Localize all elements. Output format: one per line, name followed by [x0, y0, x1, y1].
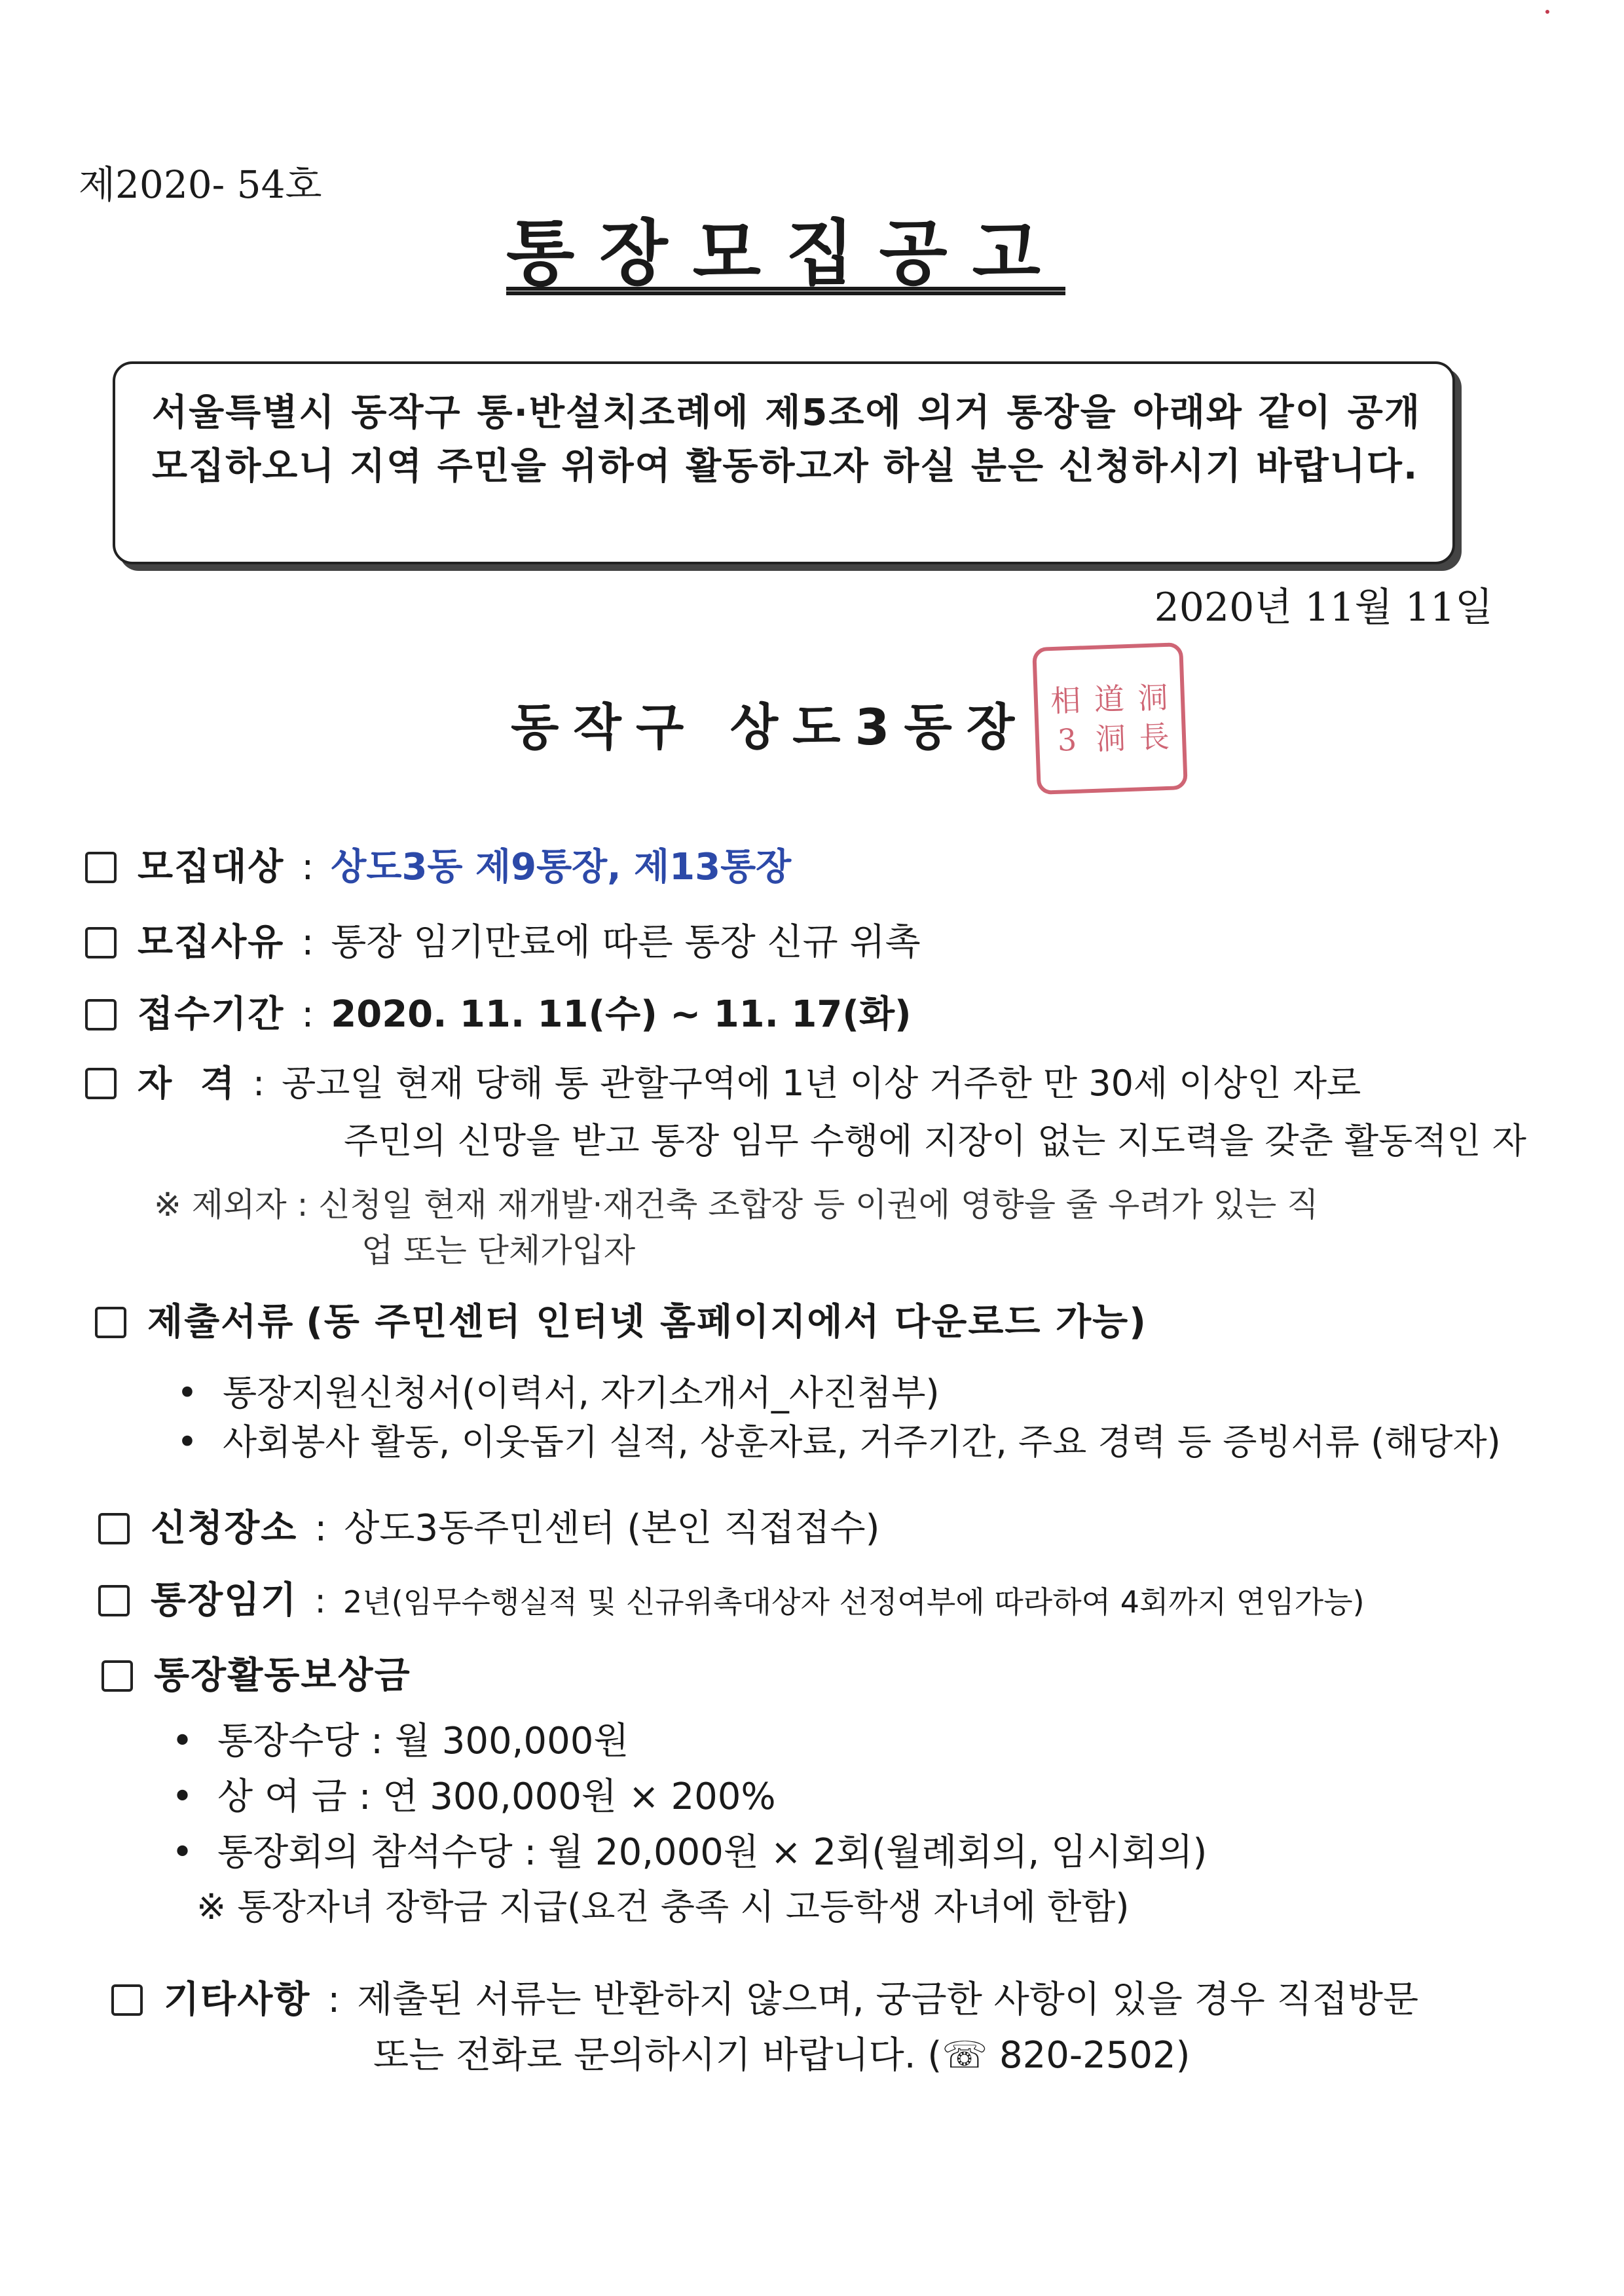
document-item: • 통장지원신청서(이력서, 자기소개서_사진첨부): [177, 1365, 940, 1415]
seal-char: 3: [1056, 721, 1078, 758]
section-label: 통장임기: [151, 1579, 298, 1622]
section-label: 모집사유: [138, 921, 285, 964]
section-label: 통장활동보상금: [154, 1654, 411, 1697]
checkbox-icon: [98, 1585, 130, 1616]
issuer-name: 동작구 상도3동장: [511, 698, 1029, 756]
notice-date: 2020년 11월 11일: [1154, 585, 1493, 630]
notice-box: [113, 361, 1455, 564]
document-item: • 사회봉사 활동, 이웃돕기 실적, 상훈자료, 거주기간, 주요 경력 등 증빙서류 (해당자): [177, 1414, 1501, 1465]
exclusion-note-line1: ※ 제외자 : 신청일 현재 재개발·재건축 조합장 등 이권에 영향을 줄 우려가 있는 직: [154, 1186, 1319, 1224]
section-label: 제출서류: [147, 1301, 295, 1343]
compensation-item: • 통장회의 참석수당 : 월 20,000원 × 2회(월례회의, 임시회의): [172, 1823, 1207, 1876]
seal-char: 相: [1050, 682, 1082, 719]
document-number: 제2020- 54호: [79, 162, 322, 207]
section-value: 통장 임기만료에 따른 통장 신규 위촉: [331, 921, 921, 964]
section-qualification: 자 격 : 공고일 현재 당해 통 관할구역에 1년 이상 거주한 만 30세 이상인 자로: [85, 1055, 1361, 1106]
section-label: 자 격: [138, 1063, 236, 1104]
section-period: 접수기간 : 2020. 11. 11(수) ~ 11. 17(화): [85, 985, 912, 1038]
qualification-line1: 공고일 현재 당해 통 관할구역에 1년 이상 거주한 만 30세 이상인 자로: [282, 1063, 1361, 1104]
compensation-item: • 상 여 금 : 연 300,000원 × 200%: [172, 1768, 776, 1820]
section-value: (동 주민센터 인터넷 홈페이지에서 다운로드 가능): [306, 1301, 1147, 1343]
seal-char: 長: [1138, 718, 1170, 755]
checkbox-icon: [101, 1660, 133, 1692]
section-documents: [95, 1293, 1147, 1345]
seal-char: 洞: [1137, 679, 1169, 716]
checkbox-icon: [85, 927, 117, 958]
seal-char: 道: [1094, 680, 1125, 718]
notice-text: 서울특별시 동작구 통·반설치조례에 제5조에 의거 통장을 아래와 같이 공개모집하오니 지역 주민을 위하여 활동하고자 하실 분은 신청하시기 바랍니다.: [152, 392, 1421, 488]
other-line2: 또는 전화로 문의하시기 바랍니다. (☏ 820-2502): [373, 2034, 1190, 2077]
scan-mark: [1545, 10, 1549, 14]
checkbox-icon: [85, 852, 117, 883]
compensation-item: • 통장수당 : 월 300,000원: [172, 1712, 629, 1764]
section-compensation: [101, 1647, 411, 1699]
other-line1: 제출된 서류는 반환하지 않으며, 궁금한 사항이 있을 경우 직접방문: [357, 1978, 1419, 2021]
section-target: 모집대상 : 상도3동 제9통장, 제13통장: [85, 838, 791, 890]
section-label: 접수기간: [138, 993, 285, 1036]
section-value: 상도3동주민센터 (본인 직접접수): [344, 1507, 880, 1550]
section-reason: 모집사유 : 통장 임기만료에 따른 통장 신규 위촉: [85, 913, 921, 966]
section-term: 통장임기 : 2년(임무수행실적 및 신규위촉대상자 선정여부에 따라하여 4회까지 연임가능): [98, 1571, 1365, 1624]
section-label: 모집대상: [138, 846, 285, 888]
qualification-line2: 주민의 신망을 받고 통장 임무 수행에 지장이 없는 지도력을 갖춘 활동적인 자: [344, 1120, 1526, 1161]
official-seal: [1032, 642, 1188, 795]
section-label: 신청장소: [151, 1507, 298, 1550]
section-value: 2020. 11. 11(수) ~ 11. 17(화): [331, 993, 912, 1036]
seal-char: 洞: [1095, 720, 1126, 757]
checkbox-icon: [95, 1307, 126, 1338]
section-value: 2년(임무수행실적 및 신규위촉대상자 선정여부에 따라하여 4회까지 연임가능): [342, 1584, 1365, 1620]
section-label: 기타사항: [164, 1978, 311, 2021]
section-place: 신청장소 : 상도3동주민센터 (본인 직접접수): [98, 1499, 879, 1552]
section-value: 상도3동 제9통장, 제13통장: [331, 846, 792, 888]
page-title: 통장모집공고: [506, 213, 1065, 295]
checkbox-icon: [85, 1068, 117, 1099]
checkbox-icon: [85, 999, 117, 1030]
scholarship-note: ※ 통장자녀 장학금 지급(요건 충족 시 고등학생 자녀에 한함): [196, 1886, 1130, 1927]
exclusion-note-line2: 업 또는 단체가입자: [361, 1231, 636, 1269]
checkbox-icon: [111, 1984, 143, 2016]
section-other: 기타사항 : 제출된 서류는 반환하지 않으며, 궁금한 사항이 있을 경우 직접방문: [111, 1971, 1418, 2023]
checkbox-icon: [98, 1513, 130, 1544]
